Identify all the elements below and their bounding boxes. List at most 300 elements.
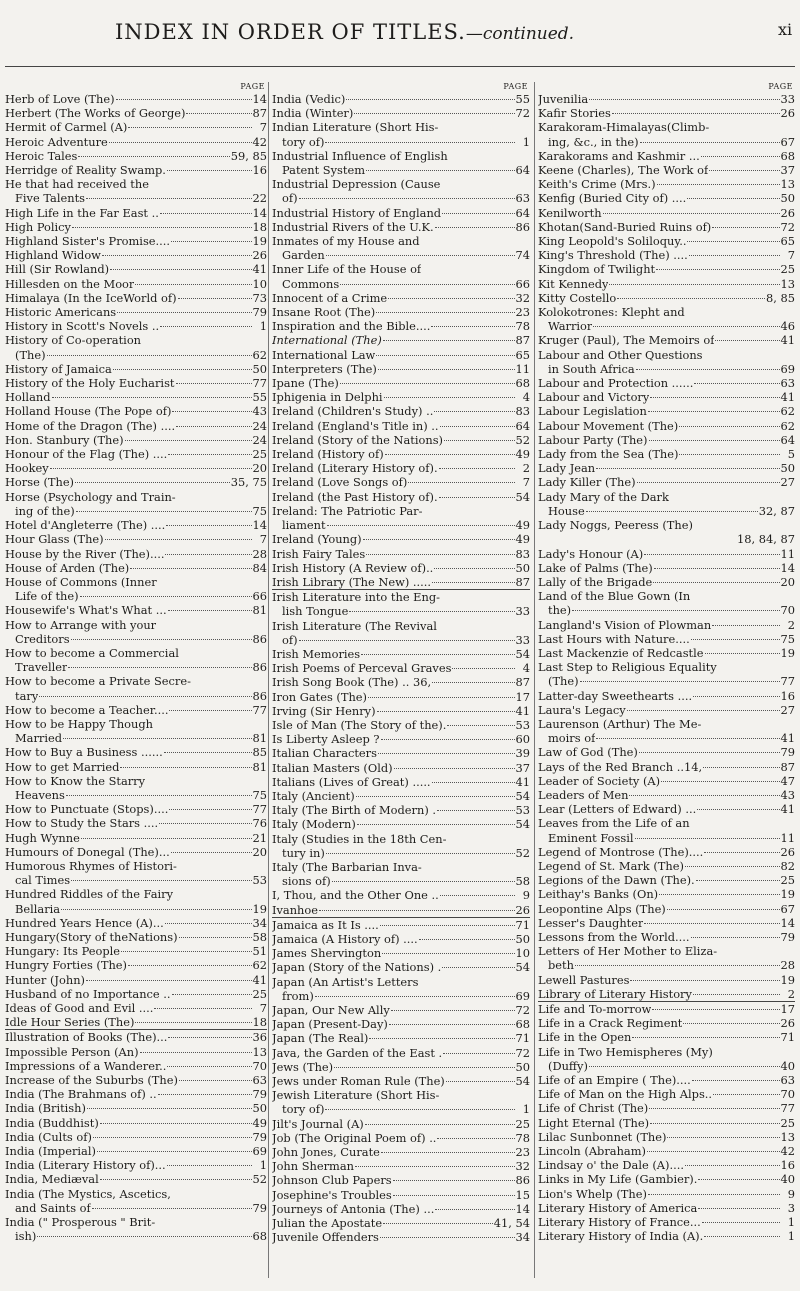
entry-page-number: 67 (780, 901, 795, 916)
entry-title: India, Mediæval (5, 1172, 99, 1187)
entry-title: ing of the) (15, 503, 75, 518)
index-entry (5, 1001, 267, 1015)
entry-page-number: 11 (780, 830, 795, 845)
index-entry (272, 1216, 530, 1230)
entry-title: Labour and Protection ...... (538, 376, 694, 391)
dot-leader (167, 1164, 252, 1166)
dot-leader (447, 724, 514, 726)
index-entry (538, 788, 795, 802)
dot-leader (639, 751, 780, 753)
dot-leader (647, 1150, 780, 1152)
dot-leader (718, 951, 780, 952)
index-entry (5, 845, 267, 859)
index-column-3 (538, 82, 795, 1243)
index-entry (538, 1101, 795, 1115)
index-entry (5, 717, 267, 731)
entry-title: Labour Legislation (538, 404, 647, 419)
index-entry (5, 1029, 267, 1044)
entry-title: Julian the Apostate (272, 1216, 383, 1231)
index-entry (5, 1144, 267, 1158)
entry-title: Lady from the Sea (The) (538, 447, 679, 462)
index-entry (5, 291, 267, 305)
entry-page-number: 86 (252, 688, 267, 703)
entry-title: Bellaria (15, 901, 61, 916)
entry-page-number: 79 (252, 1200, 267, 1215)
entry-title: Inmates of my House and (272, 234, 420, 249)
entry-page-number: 14 (252, 518, 267, 533)
entry-page-number: 54 (515, 489, 530, 504)
entry-title: Journeys of Antonia (The) ... (272, 1201, 435, 1216)
entry-page-number: 20 (252, 461, 267, 476)
dot-leader (703, 766, 779, 768)
entry-page-number: 5 (787, 447, 795, 462)
index-entry (5, 745, 267, 759)
dot-leader (644, 553, 779, 555)
index-entry (272, 561, 530, 575)
dot-leader (186, 112, 251, 114)
entry-page-number: 28 (780, 958, 795, 973)
dot-leader (340, 283, 514, 285)
entry-title: Horse (Psychology and Train- (5, 489, 176, 504)
entry-page-number: 86 (515, 1173, 530, 1188)
dot-leader (437, 1137, 514, 1139)
entry-page-number: 77 (780, 674, 795, 689)
entry-title: India (Winter) (272, 106, 354, 121)
entry-title: Ireland (Literary History of). (272, 461, 438, 476)
dot-leader (434, 410, 514, 412)
index-entry (538, 1215, 795, 1229)
dot-leader (158, 582, 252, 583)
entry-title: House (548, 503, 585, 518)
dot-leader (176, 425, 251, 427)
index-entry (538, 774, 795, 788)
entry-title: in South Africa (548, 361, 635, 376)
index-entry (272, 220, 530, 234)
index-entry (5, 1215, 267, 1229)
index-entry (272, 1202, 530, 1216)
entry-title: Japan (The Real) (272, 1031, 369, 1046)
index-entry (5, 902, 267, 916)
entry-page-number: 14 (780, 560, 795, 575)
index-entry (272, 917, 530, 932)
index-entry (538, 887, 795, 901)
index-entry (5, 475, 267, 489)
entry-page-number: 50 (252, 1101, 267, 1116)
index-entry (272, 989, 530, 1003)
entry-title: How to become a Private Secre- (5, 674, 191, 689)
entry-title: Ireland (Love Songs of) (272, 475, 408, 490)
entry-title: How to Buy a Business ...... (5, 745, 163, 760)
entry-page-number: 19 (780, 887, 795, 902)
entry-page-number: 7 (787, 248, 795, 263)
entry-title: Isle of Man (The Story of the). (272, 717, 447, 732)
entry-title: Historic Americans (5, 305, 117, 320)
dot-leader (586, 510, 758, 512)
entry-title: Impressions of a Wanderer.. (5, 1058, 167, 1073)
dot-leader (128, 126, 252, 128)
index-entry (538, 1016, 795, 1030)
entry-page-number: 18 (252, 1015, 267, 1030)
dot-leader (697, 808, 779, 810)
entry-title: Lincoln (Abraham) (538, 1144, 646, 1159)
entry-page-number: 26 (780, 844, 795, 859)
entry-page-number: 77 (252, 702, 267, 717)
entry-page-number: 2 (787, 617, 795, 632)
index-entry (272, 475, 530, 489)
index-entry (5, 973, 267, 987)
dot-leader (97, 1150, 252, 1152)
entry-page-number: 72 (515, 1045, 530, 1060)
index-entry (5, 135, 267, 149)
entry-title: Jewish Literature (Short His- (272, 1088, 440, 1103)
dot-leader (687, 240, 779, 242)
index-entry (272, 903, 530, 917)
index-entry (272, 619, 530, 633)
entry-title: Industrial Influence of English (272, 148, 448, 163)
dot-leader (696, 879, 780, 881)
index-entry (5, 149, 267, 163)
entry-title: Lewell Pastures (538, 972, 630, 987)
entry-title: Irish Library (The New) ..... (272, 574, 431, 589)
dot-leader (393, 1179, 515, 1181)
entry-title: Italy (The Barbarian Inva- (272, 859, 422, 874)
entry-title: Johnson Club Papers (272, 1173, 392, 1188)
entry-page-number: 1 (787, 1229, 795, 1244)
dot-leader (389, 1023, 515, 1025)
entry-title: Land of the Blue Gown (In (538, 589, 691, 604)
entry-title: Hunter (John) (5, 972, 85, 987)
entry-page-number: 21 (252, 830, 267, 845)
index-entry (538, 1087, 795, 1101)
entry-title: Last Step to Religious Equality (538, 660, 717, 675)
index-entry (538, 1073, 795, 1087)
entry-title: Job (The Original Poem of) .. (272, 1130, 437, 1145)
index-entry (272, 690, 530, 704)
dot-leader (381, 1151, 515, 1153)
entry-page-number: 25 (780, 1115, 795, 1130)
index-entry (538, 433, 795, 447)
dot-leader (377, 710, 515, 712)
index-entry (5, 177, 267, 191)
dot-leader (704, 851, 779, 853)
entry-page-number: 43 (252, 404, 267, 419)
index-entry (272, 1230, 530, 1244)
entry-title: of) (282, 632, 298, 647)
entry-page-number: 58 (515, 874, 530, 889)
dot-leader (164, 751, 252, 753)
entry-title: Himalaya (In the IceWorld of) (5, 290, 177, 305)
dot-leader (385, 453, 515, 455)
dot-leader (160, 325, 252, 327)
entry-page-number: 49 (252, 1115, 267, 1130)
entry-page-number: 79 (252, 1087, 267, 1102)
entry-page-number: 59, 85 (230, 148, 267, 163)
entry-page-number: 62 (780, 404, 795, 419)
entry-page-number: 41 (780, 390, 795, 405)
entry-title: Life in Two Hemispheres (My) (538, 1044, 713, 1059)
index-entry (538, 632, 795, 646)
entry-title: Humorous Rhymes of Histori- (5, 858, 177, 873)
index-entry (272, 1074, 530, 1088)
entry-page-number: 16 (252, 163, 267, 178)
dot-leader (113, 368, 252, 370)
index-entry (538, 1201, 795, 1215)
entry-page-number: 72 (780, 219, 795, 234)
entry-title: Lilac Sunbonnet (The) (538, 1129, 667, 1144)
entry-title: lish Tongue (282, 604, 349, 619)
index-entry (5, 1158, 267, 1172)
entry-page-number: 66 (515, 276, 530, 291)
dot-leader (670, 497, 780, 498)
entry-page-number: 83 (515, 404, 530, 419)
entry-title: India (The Brahmans of) .. (5, 1087, 157, 1102)
entry-page-number: 50 (515, 1059, 530, 1074)
index-entry (538, 1059, 795, 1073)
index-entry (538, 404, 795, 418)
entry-title: Irish Song Book (The) .. 36, (272, 675, 432, 690)
dot-leader (92, 1207, 252, 1209)
entry-title: History of the Holy Eucharist (5, 376, 175, 391)
entry-page-number: 81 (252, 759, 267, 774)
index-entry (538, 958, 795, 972)
entry-title: Legions of the Dawn (The). (538, 873, 695, 888)
entry-title: Hundred Years Hence (A)... (5, 915, 164, 930)
dot-leader (702, 1221, 780, 1223)
entry-title: India (Vedic) (272, 92, 346, 106)
index-entry (5, 660, 267, 674)
index-entry (272, 1159, 530, 1173)
entry-page-number: 50 (780, 191, 795, 206)
entry-page-number: 41 (780, 731, 795, 746)
entry-page-number: 37 (515, 760, 530, 775)
index-entry (538, 859, 795, 873)
index-entry (5, 1101, 267, 1115)
entry-title: Increase of the Suburbs (The) (5, 1073, 178, 1088)
dot-leader (179, 936, 252, 938)
entry-page-number: 64 (780, 432, 795, 447)
index-entry (5, 816, 267, 830)
entry-page-number: 18 (252, 219, 267, 234)
index-entry (5, 589, 267, 603)
entry-title: King Leopold's Soliloquy.. (538, 234, 687, 249)
entry-page-number: 10 (515, 946, 530, 961)
entry-page-number: 49 (515, 447, 530, 462)
entry-page-number: 71 (515, 1031, 530, 1046)
index-entry (538, 1229, 795, 1243)
index-entry (272, 120, 530, 134)
entry-page-number: 86 (252, 631, 267, 646)
dot-leader (652, 1008, 779, 1010)
dot-leader (692, 1079, 780, 1081)
entry-title: Life of the) (15, 589, 79, 604)
dot-leader (47, 354, 252, 356)
entry-page-number: 58 (252, 929, 267, 944)
index-entry (5, 419, 267, 433)
entry-title: tory of) (282, 134, 325, 149)
entry-title: Jilt's Journal (A) (272, 1116, 364, 1131)
dot-leader (50, 467, 252, 469)
dot-leader (440, 1095, 515, 1096)
index-entry (538, 547, 795, 561)
entry-page-number: 70 (780, 1087, 795, 1102)
index-entry (5, 689, 267, 703)
index-entry (538, 333, 795, 347)
entry-title: Literary History of India (A). (538, 1229, 704, 1244)
entry-title: Lady Killer (The) (538, 475, 636, 490)
entry-title: Japan, Our New Ally (272, 1003, 390, 1017)
dot-leader (355, 1165, 515, 1167)
entry-page-number: 82 (780, 858, 795, 873)
dot-leader (357, 823, 515, 825)
dot-leader (654, 567, 780, 569)
entry-page-number: 50 (780, 461, 795, 476)
dot-leader (169, 709, 251, 711)
entry-title: tary (15, 688, 39, 703)
entry-title: Kingdom of Twilight (538, 262, 656, 277)
dot-leader (81, 837, 252, 839)
index-entry (272, 348, 530, 362)
entry-title: Husband of no Importance .. (5, 986, 171, 1001)
entry-title: Insane Root (The) (272, 305, 376, 320)
entry-title: Hundred Riddles of the Fairy (5, 887, 174, 902)
entry-page-number: 4 (522, 390, 530, 405)
index-entry (5, 1201, 267, 1215)
entry-page-number: 17 (515, 689, 530, 704)
entry-title: Home of the Dragon (The) .... (5, 418, 176, 433)
index-entry (272, 177, 530, 191)
entry-title: Lindsay o' the Dale (A).... (538, 1158, 684, 1173)
entry-page-number: 46 (780, 319, 795, 334)
index-entry (538, 845, 795, 859)
entry-title: Honour of the Flag (The) .... (5, 447, 168, 462)
dot-leader (135, 1021, 251, 1023)
index-entry (538, 262, 795, 276)
index-entry (5, 646, 267, 660)
entry-page-number: 11 (515, 361, 530, 376)
entry-title: Jews under Roman Rule (The) (272, 1074, 445, 1089)
entry-title: Italian Masters (Old) (272, 760, 393, 775)
index-entry (272, 761, 530, 775)
entry-title: Illustration of Books (The)... (5, 1030, 168, 1045)
index-entry (5, 362, 267, 376)
dot-leader (704, 355, 780, 356)
dot-leader (299, 197, 515, 199)
index-entry (538, 319, 795, 333)
entry-title: Traveller (15, 660, 68, 675)
index-entry (538, 106, 795, 120)
entry-title: Holland House (The Pope of) (5, 404, 172, 419)
entry-page-number: 7 (522, 475, 530, 490)
dot-leader (629, 794, 779, 796)
entry-page-number: 14 (780, 915, 795, 930)
dot-leader (435, 1208, 514, 1210)
entry-page-number: 75 (780, 631, 795, 646)
entry-title: How to be Happy Though (5, 716, 153, 731)
entry-page-number: 1 (522, 134, 530, 149)
entry-title: Lake of Palms (The) (538, 560, 653, 575)
index-entry (272, 604, 530, 618)
dot-leader (80, 595, 252, 597)
entry-title: House of Commons (Inner (5, 574, 157, 589)
entry-title: How to Know the Starry (5, 773, 146, 788)
index-entry (272, 248, 530, 262)
entry-page-number: 49 (515, 518, 530, 533)
entry-title: Hugh Wynne (5, 830, 80, 845)
entry-title: Industrial Rivers of the U.K. (272, 219, 434, 234)
entry-page-number: 70 (780, 603, 795, 618)
index-entry (538, 646, 795, 660)
entry-page-number: 34 (252, 915, 267, 930)
dot-leader (165, 553, 251, 555)
dot-leader (653, 581, 779, 583)
index-entry (538, 120, 795, 134)
entry-page-number: 25 (780, 873, 795, 888)
index-entry (272, 746, 530, 760)
index-entry (272, 333, 530, 347)
index-entry (538, 731, 795, 745)
entry-title: Indian Literature (Short His- (272, 120, 439, 135)
dot-leader (712, 624, 780, 626)
index-entry (272, 960, 530, 974)
index-entry (272, 92, 530, 106)
dot-leader (354, 112, 514, 114)
index-entry (538, 220, 795, 234)
index-entry (272, 1017, 530, 1031)
index-entry (5, 305, 267, 319)
index-entry (272, 1031, 530, 1045)
entry-page-number: 78 (515, 319, 530, 334)
entry-page-number: 87 (515, 574, 530, 589)
dot-leader (632, 1036, 779, 1038)
index-entry (538, 1045, 795, 1059)
index-entry (5, 404, 267, 418)
dot-leader (159, 822, 251, 824)
entry-page-number: 14 (252, 205, 267, 220)
entry-title: cal Times (15, 873, 71, 888)
index-entry (538, 149, 795, 163)
entry-page-number: 25 (780, 262, 795, 277)
entry-title: Juvenilia (538, 92, 589, 106)
entry-page-number: 53 (252, 873, 267, 888)
index-entry (5, 887, 267, 901)
entry-title: Highland Sister's Promise.... (5, 234, 171, 249)
entry-page-number: 33 (515, 604, 530, 619)
entry-title: Italians (Lives of Great) ..... (272, 774, 431, 789)
entry-page-number: 68 (515, 376, 530, 391)
dot-leader (704, 1235, 780, 1237)
dot-leader (327, 524, 515, 526)
entry-title: Hookey (5, 461, 49, 476)
index-entry (5, 319, 267, 333)
entry-title: and Saints of (15, 1200, 91, 1215)
index-entry (272, 832, 530, 846)
entry-title: Inspiration and the Bible.... (272, 319, 431, 334)
entry-title: House of Arden (The) (5, 560, 130, 575)
entry-title: Ideas of Good and Evil .... (5, 1001, 154, 1015)
entry-title: Legend of St. Mark (The) (538, 858, 684, 873)
entry-title: James Shervington (272, 946, 382, 961)
entry-page-number: 54 (515, 960, 530, 975)
entry-title: India (Buddhist) (5, 1115, 99, 1130)
index-entry (5, 1015, 267, 1029)
index-entry (538, 234, 795, 248)
index-entry (272, 975, 530, 989)
entry-page-number: 26 (780, 1016, 795, 1031)
dot-leader (299, 639, 515, 641)
entry-page-number: 55 (515, 92, 530, 106)
entry-title: How to Arrange with your (5, 617, 157, 632)
dot-leader (435, 226, 515, 228)
